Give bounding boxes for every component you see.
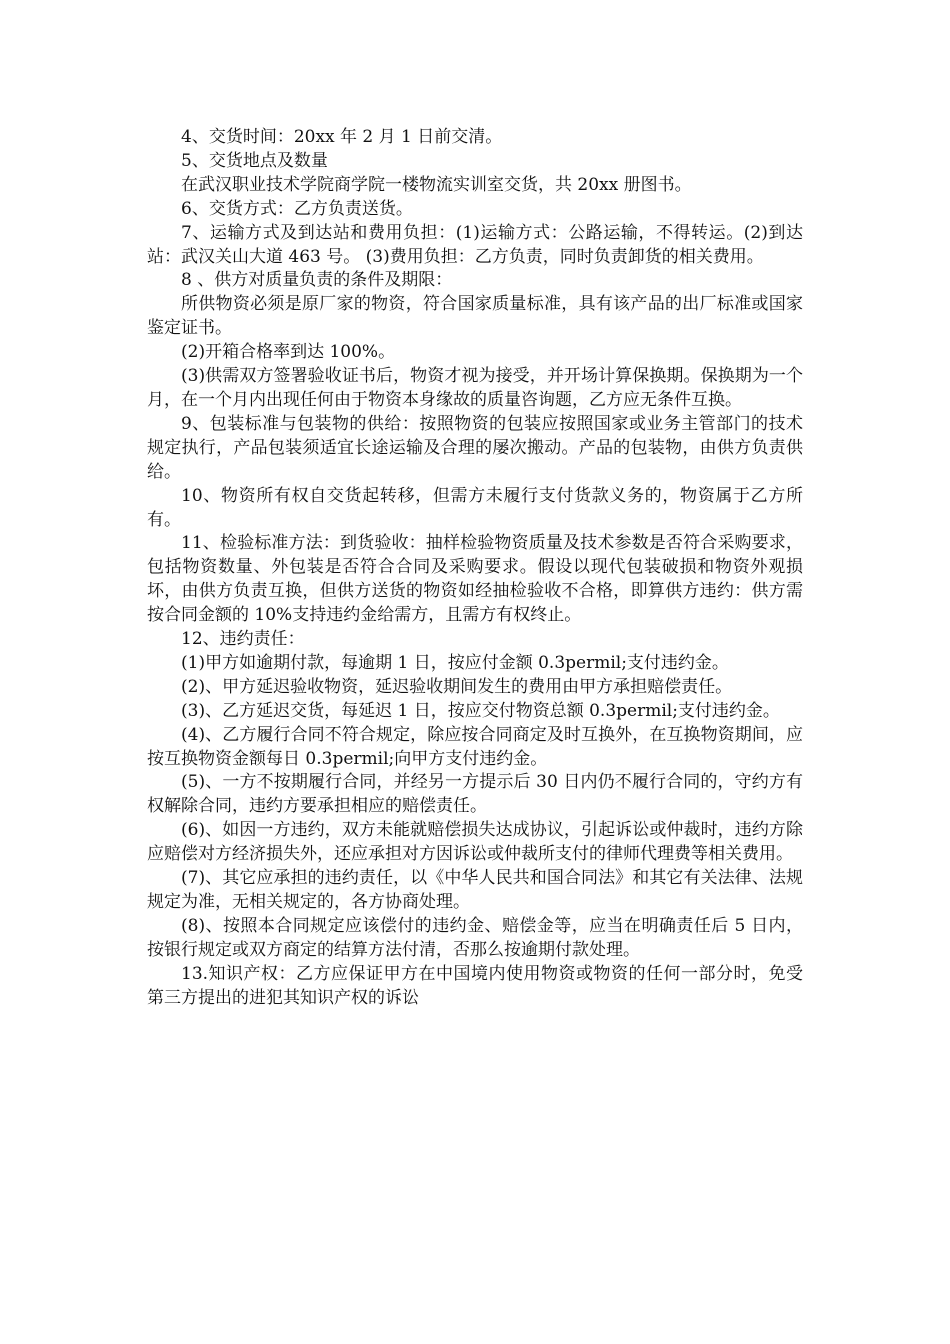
clause-liability-4: (4)、乙方履行合同不符合规定，除应按合同商定及时互换外，在互换物资期间，应按互换物资金额每日 0.3permil;向甲方支付违约金。 — [147, 724, 803, 769]
clause-inspection: 11、检验标准方法：到货验收：抽样检验物资质量及技术参数是否符合采购要求，包括物资数量、外包装是否符合合同及采购要求。假设以现代包装破损和物资外观损坏，由供方负责互换，但供方送货的物资如经抽检验收不合格，即算供方违约：供方需按合同金额的 10%支持违约金给需方，且需方有权终止。 — [147, 533, 803, 626]
clause-delivery-time: 4、交货时间：20xx 年 2 月 1 日前交清。 — [181, 127, 503, 147]
clause-quality-heading: 8 、供方对质量负责的条件及期限： — [181, 270, 453, 291]
clause-packaging: 9、包装标准与包装物的供给：按照物资的包装应按照国家或业务主管部门的技术规定执行，产品包装须适宜长途运输及合理的屡次搬动。产品的包装物，由供方负责供给。 — [147, 413, 803, 482]
clause-liability-8: (8)、按照本合同规定应该偿付的违约金、赔偿金等，应当在明确责任后 5 日内，按银行规定或双方商定的结算方法付清，否那么按逾期付款处理。 — [147, 915, 803, 960]
clause-liability-1: (1)甲方如逾期付款，每逾期 1 日，按应付金额 0.3permil;支付违约金。 — [181, 652, 729, 673]
clause-transport: 7、运输方式及到达站和费用负担：(1)运输方式：公路运输，不得转运。(2)到达站：武汉关山大道 463 号。 (3)费用负担：乙方负责，同时负责卸货的相关费用。 — [147, 222, 803, 267]
clause-liability-5: (5)、一方不按期履行合同，并经另一方提示后 30 日内仍不履行合同的，守约方有权解除合同，违约方要承担相应的赔偿责任。 — [147, 772, 803, 817]
clause-liability-3: (3)、乙方延迟交货，每延迟 1 日，按应交付物资总额 0.3permil;支付违约金。 — [181, 700, 780, 721]
clause-quality-standard: 所供物资必须是原厂家的物资，符合国家质量标准，具有该产品的出厂标准或国家鉴定证书。 — [147, 294, 803, 339]
clause-delivery-place-detail: 在武汉职业技术学院商学院一楼物流实训室交货，共 20xx 册图书。 — [181, 174, 692, 195]
clause-ip: 13.知识产权：乙方应保证甲方在中国境内使用物资或物资的任何一部分时，免受第三方提出的进犯其知识产权的诉讼 — [147, 963, 803, 1008]
clause-liability-heading: 12、违约责任： — [181, 629, 305, 650]
clause-liability-7: (7)、其它应承担的违约责任，以《中华人民共和国合同法》和其它有关法律、法规规定为准，无相关规定的，各方协商处理。 — [147, 868, 803, 912]
clause-delivery-place-heading: 5、交货地点及数量 — [181, 150, 328, 171]
clause-liability-2: (2)、甲方延迟验收物资，延迟验收期间发生的费用由甲方承担赔偿责任。 — [181, 676, 733, 697]
clause-delivery-method: 6、交货方式：乙方负责送货。 — [181, 198, 413, 219]
clause-quality-warranty: (3)供需双方签署验收证书后，物资才视为接受，并开场计算保换期。保换期为一个月，在一个月内出现任何由于物资本身缘故的质量咨询题，乙方应无条件互换。 — [147, 366, 803, 410]
document-page — [147, 126, 803, 1011]
clause-quality-pass-rate: (2)开箱合格率到达 100%。 — [181, 342, 396, 363]
clause-liability-6: (6)、如因一方违约，双方未能就赔偿损失达成协议，引起诉讼或仲裁时，违约方除应赔偿对方经济损失外，还应承担对方因诉讼或仲裁所支付的律师代理费等相关费用。 — [147, 820, 803, 865]
clause-ownership: 10、物资所有权自交货起转移，但需方未履行支付货款义务的，物资属于乙方所有。 — [147, 485, 803, 530]
